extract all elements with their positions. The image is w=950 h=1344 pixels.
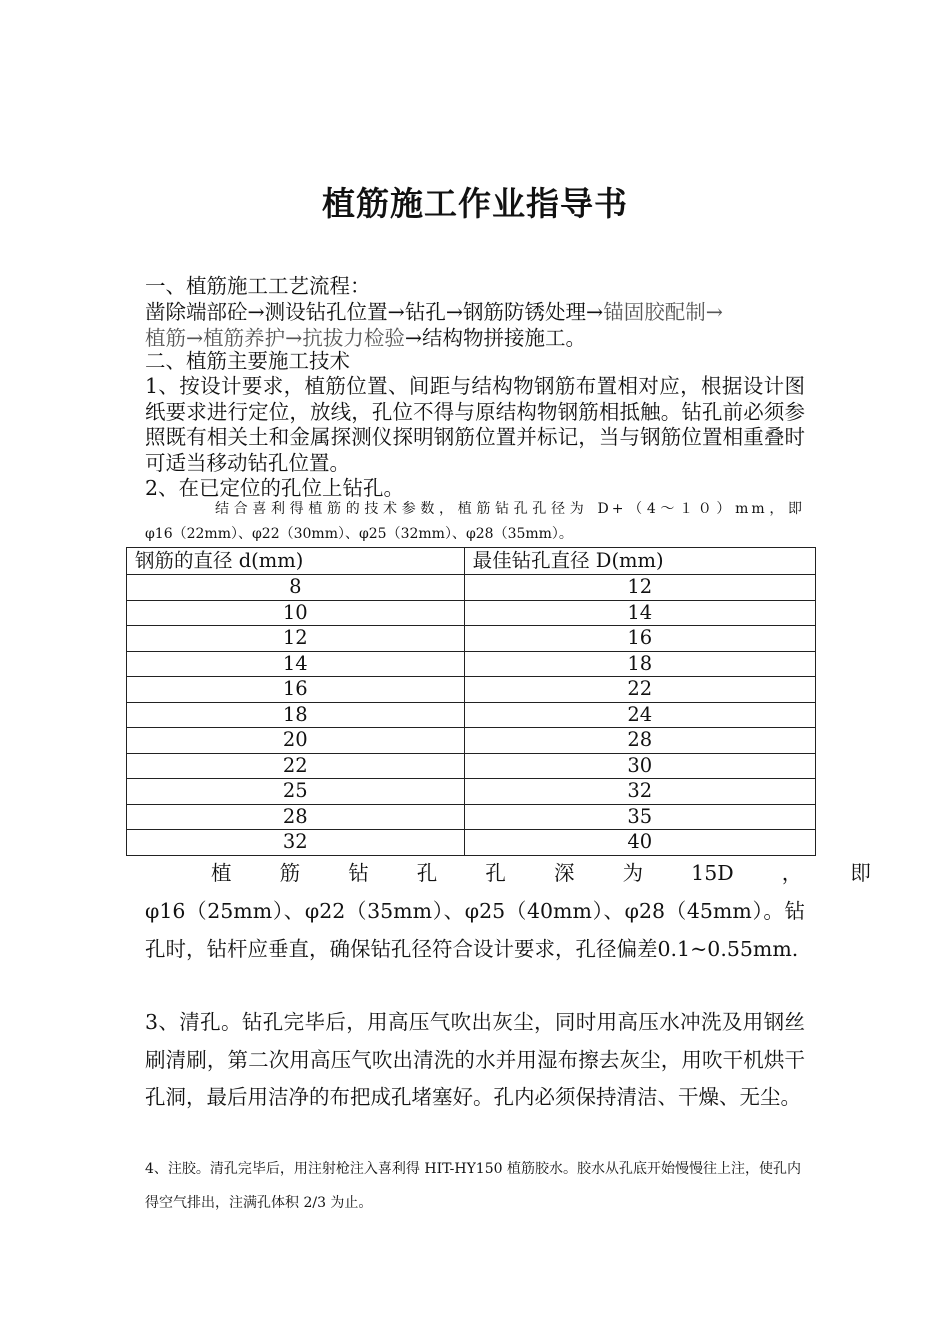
process-flow bbox=[145, 300, 805, 351]
table-cell: 24 bbox=[464, 702, 815, 728]
section2-heading: 二、植筋主要施工技术 bbox=[145, 349, 350, 373]
table-header-cell: 钢筋的直径 d(mm) bbox=[127, 548, 465, 575]
item3-paragraph: 3、清孔。钻孔完毕后，用高压气吹出灰尘，同时用高压水冲洗及用钢丝刷清刷，第二次用高压气吹出清洗的水并用湿布擦去灰尘，用吹干机烘干孔洞，最后用洁净的布把成孔堵塞好。孔内必须保持清洁、干燥、无尘。 bbox=[145, 1010, 805, 1109]
table-cell: 8 bbox=[127, 575, 465, 601]
table-cell: 12 bbox=[464, 575, 815, 601]
table-cell: 22 bbox=[464, 677, 815, 703]
table-cell: 14 bbox=[127, 651, 465, 677]
flow-line2-b: →结构物拼接施工。 bbox=[404, 325, 587, 350]
depth-word: 孔 bbox=[416, 861, 438, 885]
table-row bbox=[127, 702, 816, 728]
table-cell: 18 bbox=[464, 651, 815, 677]
depth-word: ， bbox=[781, 861, 803, 885]
depth-paragraph: φ16（25mm）、φ22（35mm）、φ25（40mm）、φ28（45mm）。钻孔时，钻杆应垂直，确保钻孔径符合设计要求，孔径偏差0.1~0.55mm. bbox=[145, 899, 805, 961]
table-row bbox=[127, 677, 816, 703]
depth-word: 植 bbox=[211, 861, 232, 885]
depth-word: 孔 bbox=[485, 861, 506, 885]
flow-line1-a: 凿除端部砼→测设钻孔位置→钻孔→钢筋防锈处理→ bbox=[145, 300, 604, 324]
table-cell: 28 bbox=[127, 804, 465, 830]
table-row bbox=[127, 753, 816, 779]
table-row bbox=[127, 779, 816, 805]
table-row bbox=[127, 830, 816, 856]
page-title: 植筋施工作业指导书 bbox=[322, 184, 628, 223]
depth-word: 筋 bbox=[279, 861, 301, 885]
table-row bbox=[127, 651, 816, 677]
section1-heading: 一、植筋施工工艺流程： bbox=[145, 274, 371, 298]
table-row bbox=[127, 728, 816, 754]
table-cell: 20 bbox=[127, 728, 465, 754]
depth-line1 bbox=[145, 855, 871, 893]
depth-word: 为 bbox=[622, 861, 644, 885]
drill-diameter-table bbox=[126, 547, 816, 856]
depth-word: 深 bbox=[553, 861, 575, 885]
table-cell: 16 bbox=[464, 626, 815, 652]
item2-paragraph: 2、在已定位的孔位上钻孔。 bbox=[145, 476, 405, 500]
table-row bbox=[127, 575, 816, 601]
note-line1: 结合喜利得植筋的技术参数，植筋钻孔孔径为 D+（4～１０）mm，即 bbox=[215, 501, 805, 517]
item4-paragraph: 4、注胶。清孔完毕后，用注射枪注入喜利得 HIT-HY150 植筋胶水。胶水从孔底开始慢慢往上注，使孔内得空气排出，注满孔体积 2/3 为止。 bbox=[145, 1161, 801, 1211]
table-cell: 32 bbox=[127, 830, 465, 856]
table-cell: 16 bbox=[127, 677, 465, 703]
table-cell: 40 bbox=[464, 830, 815, 856]
table-row bbox=[127, 804, 816, 830]
table-body bbox=[127, 575, 816, 856]
flow-line1-b: 锚固胶配制→ bbox=[603, 300, 723, 324]
table-cell: 10 bbox=[127, 600, 465, 626]
table-cell: 14 bbox=[464, 600, 815, 626]
flow-line2-a: 植筋→植筋养护→抗拔力检验 bbox=[145, 325, 405, 350]
depth-word: 钻 bbox=[348, 861, 369, 885]
table-row bbox=[127, 600, 816, 626]
table-cell: 12 bbox=[127, 626, 465, 652]
table-header-row bbox=[127, 548, 816, 575]
table-cell: 32 bbox=[464, 779, 815, 805]
table-cell: 22 bbox=[127, 753, 465, 779]
depth-word: 即 bbox=[850, 861, 871, 885]
table-row bbox=[127, 626, 816, 652]
note-line2: φ16（22mm）、φ22（30mm）、φ25（32mm）、φ28（35mm）。 bbox=[145, 526, 573, 542]
item1-paragraph: 1、按设计要求，植筋位置、间距与结构物钢筋布置相对应，根据设计图纸要求进行定位，放线，孔位不得与原结构物钢筋相抵触。钻孔前必须参照既有相关土和金属探测仪探明钢筋位置并标记，当与钢筋位置相重叠时可适当移动钻孔位置。 bbox=[145, 374, 805, 475]
table-cell: 35 bbox=[464, 804, 815, 830]
table-cell: 28 bbox=[464, 728, 815, 754]
table-cell: 30 bbox=[464, 753, 815, 779]
table-header-cell: 最佳钻孔直径 D(mm) bbox=[464, 548, 815, 575]
table-cell: 18 bbox=[127, 702, 465, 728]
table-cell: 25 bbox=[127, 779, 465, 805]
depth-word: 15D bbox=[691, 861, 734, 885]
